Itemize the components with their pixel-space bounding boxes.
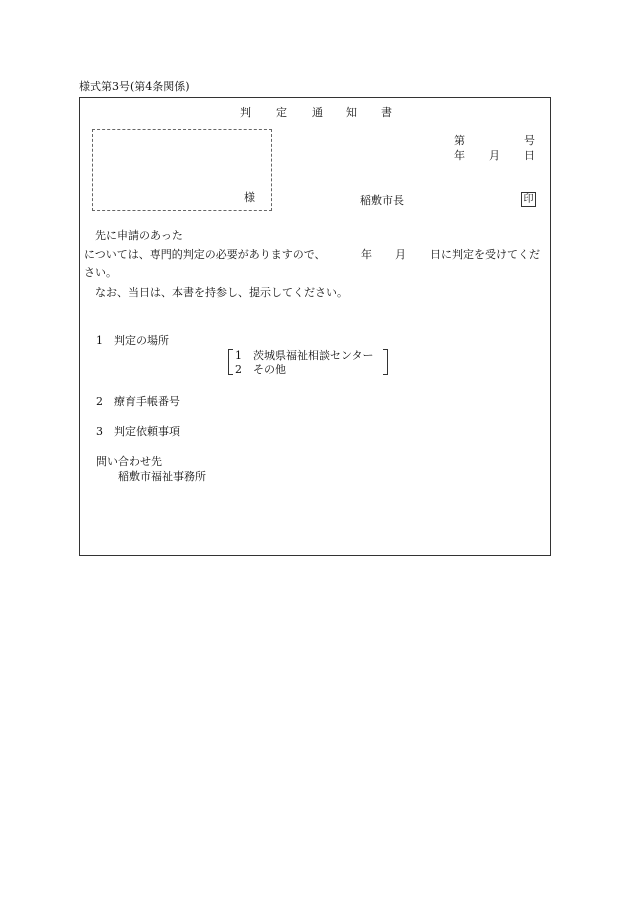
form-number-label: 様式第3号(第4条関係) [79, 80, 190, 93]
body-line-2-month: 月 [395, 248, 406, 261]
options-bracket-right [383, 349, 388, 375]
handbook-number-label: 2 療育手帳番号 [96, 395, 180, 408]
body-line-2-year: 年 [361, 248, 372, 261]
place-option: 1 茨城県福祉相談センター [235, 349, 374, 362]
body-line-1: 先に申請のあった [95, 229, 183, 242]
place-option: 2 その他 [235, 363, 286, 376]
request-items-label: 3 判定依頼事項 [96, 425, 180, 438]
issuer-name: 稲敷市長 [360, 194, 404, 207]
body-line-2a: については、専門的判定の必要がありますので、 [84, 248, 326, 261]
number-prefix: 第 [454, 134, 465, 147]
body-line-4: なお、当日は、本書を持参し、提示してください。 [95, 286, 348, 299]
title-char: 通 [312, 106, 323, 119]
place-label: 1 判定の場所 [96, 334, 169, 347]
addressee-suffix: 様 [244, 191, 255, 204]
options-bracket-left [228, 349, 233, 375]
title-char: 判 [240, 106, 251, 119]
title-char: 書 [381, 106, 392, 119]
seal-mark: 印 [521, 192, 536, 207]
contact-office: 稲敷市福祉事務所 [118, 470, 206, 483]
date-day: 日 [524, 149, 535, 162]
date-year: 年 [454, 149, 465, 162]
title-char: 知 [346, 106, 357, 119]
number-suffix: 号 [524, 134, 535, 147]
body-line-3: さい。 [84, 266, 117, 279]
body-line-2b: 日に判定を受けてくだ [430, 248, 540, 261]
title-char: 定 [276, 106, 287, 119]
date-month: 月 [489, 149, 500, 162]
contact-label: 問い合わせ先 [96, 455, 162, 468]
